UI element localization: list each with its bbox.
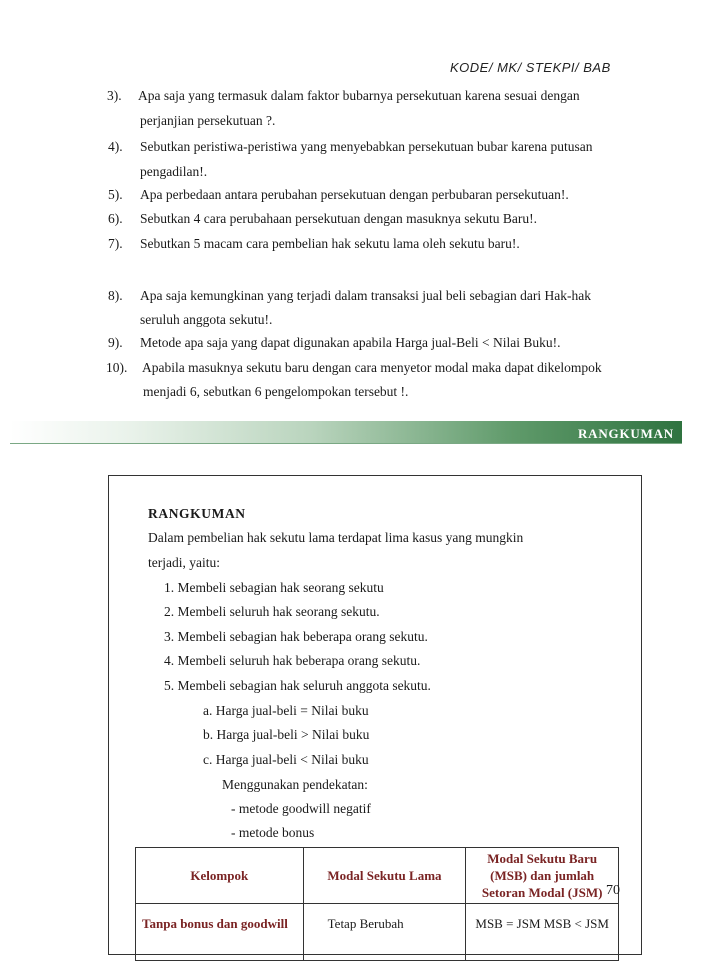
question-text: Apa perbedaan antara perubahan persekutuan dengan perbubaran persekutuan!. xyxy=(140,187,569,202)
case-item: 1. Membeli sebagian hak seorang sekutu xyxy=(164,580,384,595)
subcase-item: b. Harga jual-beli > Nilai buku xyxy=(203,727,370,742)
document-code: KODE/ MK/ STEKPI/ BAB xyxy=(450,60,611,75)
question-text: Apa saja yang termasuk dalam faktor bubarnya persekutuan karena sesuai dengan xyxy=(138,88,580,103)
section-band-underline xyxy=(10,443,682,444)
table-header-cell: Modal Sekutu Baru (MSB) dan jumlah Setoran Modal (JSM) xyxy=(466,848,619,904)
question-number: 3). xyxy=(107,88,122,103)
question-number: 9). xyxy=(108,335,123,350)
subcase-item: a. Harga jual-beli = Nilai buku xyxy=(203,703,369,718)
question-text: Sebutkan 5 macam cara pembelian hak sekutu lama oleh sekutu baru!. xyxy=(140,236,520,251)
summary-intro: terjadi, yaitu: xyxy=(148,555,220,570)
capital-table xyxy=(135,847,619,961)
question-number: 7). xyxy=(108,236,123,251)
method-item: - metode bonus xyxy=(231,825,315,840)
case-item: 4. Membeli seluruh hak beberapa orang sekutu. xyxy=(164,653,421,668)
case-item: 5. Membeli sebagian hak seluruh anggota sekutu. xyxy=(164,678,431,693)
summary-intro: Dalam pembelian hak sekutu lama terdapat lima kasus yang mungkin xyxy=(148,530,524,545)
summary-title: RANGKUMAN xyxy=(148,506,246,521)
question-text: seruluh anggota sekutu!. xyxy=(140,312,273,327)
question-number: 6). xyxy=(108,211,123,226)
question-text: pengadilan!. xyxy=(140,164,208,179)
question-text: Apabila masuknya sekutu baru dengan cara menyetor modal maka dapat dikelompok xyxy=(142,360,602,375)
table-header-cell: Modal Sekutu Lama xyxy=(303,848,466,904)
case-item: 3. Membeli sebagian hak beberapa orang sekutu. xyxy=(164,629,428,644)
table-header-cell: Kelompok xyxy=(136,848,304,904)
question-text: Metode apa saja yang dapat digunakan apabila Harga jual-Beli < Nilai Buku!. xyxy=(140,335,561,350)
table-row xyxy=(136,904,619,961)
question-text: Sebutkan 4 cara perubahaan persekutuan dengan masuknya sekutu Baru!. xyxy=(140,211,537,226)
table-header-row xyxy=(136,848,619,904)
section-band-label: RANGKUMAN xyxy=(577,426,674,441)
table-cell: Tetap Berubah xyxy=(303,904,466,961)
subcase-item: c. Harga jual-beli < Nilai buku xyxy=(203,752,369,767)
question-number: 5). xyxy=(108,187,123,202)
question-number: 10). xyxy=(106,360,128,375)
question-text: menjadi 6, sebutkan 6 pengelompokan tersebut !. xyxy=(143,384,409,399)
table-cell: MSB = JSM MSB < JSM xyxy=(466,904,619,961)
question-text: Sebutkan peristiwa-peristiwa yang menyebabkan persekutuan bubar karena putusan xyxy=(140,139,593,154)
question-number: 8). xyxy=(108,288,123,303)
approach-label: Menggunakan pendekatan: xyxy=(222,777,368,792)
question-text: Apa saja kemungkinan yang terjadi dalam transaksi jual beli sebagian dari Hak-hak xyxy=(140,288,591,303)
table-cell: Tanpa bonus dan goodwill xyxy=(136,904,304,961)
method-item: - metode goodwill negatif xyxy=(231,801,371,816)
question-text: perjanjian persekutuan ?. xyxy=(140,113,276,128)
question-number: 4). xyxy=(108,139,123,154)
case-item: 2. Membeli seluruh hak seorang sekutu. xyxy=(164,604,380,619)
page-number: 70 xyxy=(606,883,620,898)
